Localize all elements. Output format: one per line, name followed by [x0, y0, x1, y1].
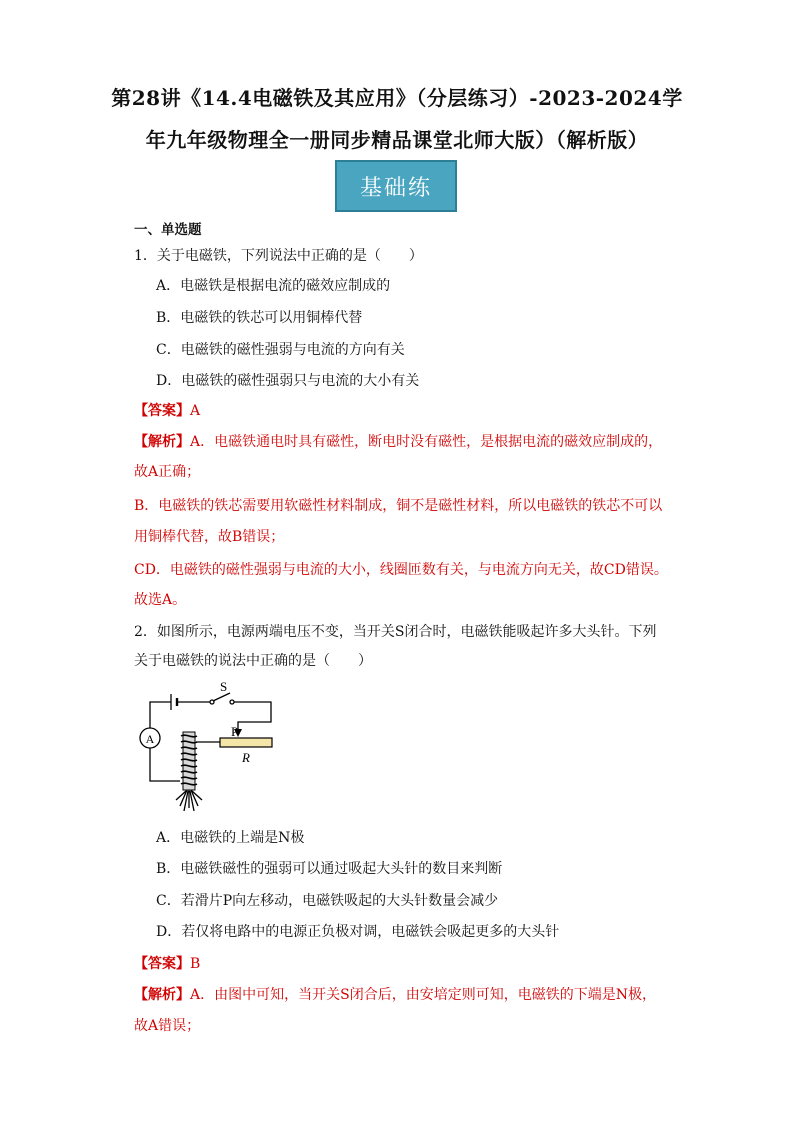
document-title-line-2: 年九年级物理全一册同步精品课堂北师大版）（解析版） — [145, 128, 649, 152]
document-title-line-1: 第28讲《14.4电磁铁及其应用》（分层练习）-2023-2024学 — [111, 86, 683, 110]
question-1-option-a: A．电磁铁是根据电流的磁效应制成的 — [156, 278, 391, 294]
analysis-label: 【解析】 — [134, 434, 190, 450]
analysis-text: A．电磁铁通电时具有磁性，断电时没有磁性，是根据电流的磁效应制成的， — [190, 434, 663, 450]
question-2-stem-line-1: 2．如图所示，电源两端电压不变，当开关S闭合时，电磁铁能吸起许多大头针。下列 — [134, 624, 657, 640]
analysis-label: 【解析】 — [134, 987, 190, 1003]
question-2-analysis-line: 故A错误； — [134, 1018, 201, 1034]
slider-label: P — [231, 724, 239, 739]
answer-label: 【答案】 — [134, 403, 190, 419]
question-1-analysis-line: CD．电磁铁的磁性强弱与电流的大小，线圈匝数有关，与电流方向无关，故CD错误。 — [134, 562, 668, 578]
rheostat-icon — [220, 738, 272, 747]
question-1-analysis-line: 故选A。 — [134, 592, 187, 608]
circuit-wire — [150, 702, 171, 728]
question-1-analysis-line: 故A正确； — [134, 464, 201, 480]
question-2-option-a: A．电磁铁的上端是N极 — [156, 830, 305, 846]
question-1-analysis-line: B．电磁铁的铁芯需要用软磁性材料制成，铜不是磁性材料，所以电磁铁的铁芯不可以 — [134, 498, 663, 514]
question-1-analysis-line — [134, 432, 662, 452]
circuit-diagram — [145, 679, 290, 815]
switch-blade — [213, 693, 230, 701]
switch-label: S — [220, 679, 228, 694]
question-2-analysis-line — [134, 985, 656, 1005]
question-2-answer — [134, 954, 200, 974]
pins-icon — [176, 790, 202, 811]
analysis-text: A．由图中可知，当开关S闭合后，由安培定则可知，电磁铁的下端是N极， — [190, 987, 656, 1003]
question-1-option-d: D．电磁铁的磁性强弱只与电流的大小有关 — [156, 373, 420, 389]
question-1-option-c: C．电磁铁的磁性强弱与电流的方向有关 — [156, 342, 405, 358]
question-1-analysis-line: 用铜棒代替，故B错误； — [134, 529, 285, 545]
circuit-wire — [234, 702, 271, 729]
answer-value: A — [190, 403, 201, 419]
question-2-option-b: B．电磁铁磁性的强弱可以通过吸起大头针的数目来判断 — [156, 861, 503, 877]
question-2-option-d: D．若仅将电路中的电源正负极对调，电磁铁会吸起更多的大头针 — [156, 924, 560, 940]
question-1-answer — [134, 401, 200, 421]
question-2-option-c: C．若滑片P向左移动，电磁铁吸起的大头针数量会减少 — [156, 893, 499, 909]
level-badge: 基础练 — [335, 160, 457, 212]
section-heading: 一、单选题 — [134, 222, 202, 238]
circuit-wire — [150, 780, 180, 781]
resistor-label: R — [242, 750, 250, 765]
question-2-stem-line-2: 关于电磁铁的说法中正确的是（ ） — [134, 653, 372, 669]
answer-value: B — [190, 956, 201, 972]
answer-label: 【答案】 — [134, 956, 190, 972]
question-1-stem: 1．关于电磁铁，下列说法中正确的是（ ） — [134, 248, 423, 264]
ammeter-label: A — [145, 732, 155, 746]
question-1-option-b: B．电磁铁的铁芯可以用铜棒代替 — [156, 310, 363, 326]
switch-contact — [230, 700, 234, 704]
